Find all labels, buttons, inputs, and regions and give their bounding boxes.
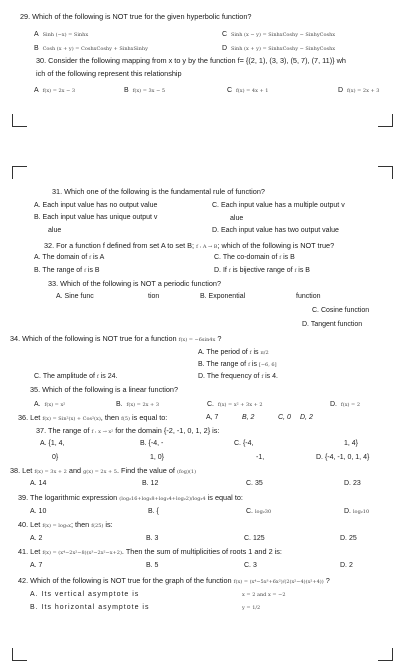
q31-option-c-cont: alue [230, 215, 244, 222]
q35-option-c[interactable]: C. f(x) = x² + 3x + 2 [207, 401, 263, 408]
q35-stem: 35. Which of the following is a linear function? [30, 385, 179, 394]
q35-option-a[interactable]: A. f(x) = x² [34, 401, 66, 408]
q37-option-b[interactable]: B. {-4, - [140, 440, 164, 447]
q33-option-b[interactable]: B. Exponential [200, 293, 246, 300]
q41-option-d[interactable]: D. 2 [340, 562, 353, 569]
q36-option-b[interactable]: B, 2 [242, 414, 255, 421]
q33-option-b-cont: function [296, 293, 321, 300]
q39-option-a[interactable]: A. 10 [30, 508, 47, 515]
q39-option-b[interactable]: B. { [148, 508, 159, 515]
q33-stem: 33. Which of the following is NOT a periodic function? [48, 279, 222, 288]
q31-option-c[interactable]: C. Each input value has a multiple output v [212, 202, 345, 209]
q36-option-a[interactable]: A, 7 [206, 414, 219, 421]
q38-option-c[interactable]: C. 35 [246, 480, 263, 487]
page-corner-mark [378, 114, 393, 127]
q30-option-b[interactable]: B f(x) = 3x − 5 [124, 87, 166, 94]
q30-stem-cont: ich of the following represent this relationship [36, 69, 182, 78]
q33-option-a-cont: tion [148, 293, 160, 300]
q32-option-b[interactable]: B. The range of f is B [34, 267, 100, 274]
q32-option-c[interactable]: C. The co-domain of f is B [214, 254, 295, 261]
q31-option-b[interactable]: B. Each input value has unique output v [34, 214, 158, 221]
q42-option-b-formula: y = 1/2 [242, 605, 261, 611]
q29-option-a[interactable]: A Sinh (−x) = Sinhx [34, 31, 89, 38]
q38-option-a[interactable]: A. 14 [30, 480, 47, 487]
q30-option-d[interactable]: D f(x) = 2x + 3 [338, 87, 380, 94]
q31-stem: 31. Which one of the following is the fundamental rule of function? [52, 187, 265, 196]
q38-option-d[interactable]: D. 23 [344, 480, 361, 487]
q34-option-a[interactable]: A. The period of f is π/2 [198, 349, 269, 356]
q30-option-a[interactable]: A f(x) = 2x − 3 [34, 87, 76, 94]
q42-option-a-formula: x = 2 and x = −2 [242, 592, 286, 598]
q36-option-d[interactable]: D, 2 [300, 414, 313, 421]
q32-option-d[interactable]: D. If f is bijective range of f is B [214, 267, 310, 274]
page-corner-mark [12, 648, 27, 661]
q37-option-a[interactable]: A. {1, 4, [40, 440, 65, 447]
q37-option-b-cont: 1, 0} [150, 454, 165, 461]
q40-option-d[interactable]: D. 25 [340, 535, 357, 542]
q35-option-b[interactable]: B. f(x) = 2x + 3 [116, 401, 160, 408]
q38-stem: 38. Let f(x) = 3x + 2 and g(x) = 2x + 5. Find the value of (fog)(1) [10, 466, 197, 475]
q36-option-c[interactable]: C, 0 [278, 414, 291, 421]
q30-option-c[interactable]: C f(x) = 4x + 1 [227, 87, 269, 94]
q41-option-b[interactable]: B. 5 [146, 562, 159, 569]
q31-option-a[interactable]: A. Each input value has no output value [34, 202, 158, 209]
page-corner-mark [12, 114, 27, 127]
q30-stem: 30. Consider the following mapping from x to y by the function f= {(2, 1), (3, 3), (5, 7), (7, 11)} wh [36, 56, 346, 65]
q39-option-d[interactable]: D. log₂10 [344, 508, 370, 515]
q29-option-c[interactable]: C Sinh (x − y) = SinhxCoshy − SinhyCoshx [222, 31, 336, 38]
q31-option-d[interactable]: D. Each input value has two output value [212, 227, 339, 234]
q42-stem: 42. Which of the following is NOT true for the graph of the function f(x) = (x⁴−5x³+6x²)/(2(x²−4)(x²+4)) ? [18, 576, 330, 585]
q38-option-b[interactable]: B. 12 [142, 480, 159, 487]
q33-option-a[interactable]: A. Sine func [56, 293, 94, 300]
q29-stem: 29. Which of the following is NOT true for the given hyperbolic function? [20, 12, 252, 21]
q35-option-d[interactable]: D. f(x) = 2 [330, 401, 361, 408]
q36-stem: 36. Let f(x) = Sin²(x) + Cos²(x), then f(5) is equal to: [18, 413, 168, 422]
q40-option-c[interactable]: C. 125 [244, 535, 265, 542]
q37-option-a-cont: 0} [52, 454, 59, 461]
q29-option-d[interactable]: D Sinh (x + y) = SinhxCoshy − SinhyCoshx [222, 45, 336, 52]
q37-option-c-cont: -1, [256, 454, 265, 461]
q37-option-c[interactable]: C. {-4, [234, 440, 254, 447]
q40-option-b[interactable]: B. 3 [146, 535, 159, 542]
q34-stem: 34. Which of the following is NOT true for a function f(x) = −6sin4x ? [10, 334, 222, 343]
q37-option-d[interactable]: D. {-4, -1, 0, 1, 4} [316, 454, 370, 461]
q34-option-d[interactable]: D. The frequency of f is 4. [198, 373, 278, 380]
q42-option-a[interactable]: A. Its vertical asymptote is [30, 591, 140, 598]
q40-option-a[interactable]: A. 2 [30, 535, 43, 542]
q42-option-b[interactable]: B. Its horizontal asymptote is [30, 604, 150, 611]
page-corner-mark [378, 648, 393, 661]
q33-option-d[interactable]: D. Tangent function [302, 321, 363, 328]
q40-stem: 40. Let f(x) = log₅x; then f(25) is: [18, 520, 113, 529]
q41-stem: 41. Let f(x) = (x⁴−2x²−8)(x³−2x²−x+2). Then the sum of multiplicities of roots 1 and 2 is: [18, 547, 282, 556]
q39-stem: 39. The logarithmic expression (log₂16+log₂8+log₂4+log₂2)/log₂4 is equal to: [18, 493, 243, 502]
q31-option-b-cont: alue [48, 227, 62, 234]
q41-option-a[interactable]: A. 7 [30, 562, 43, 569]
q37-stem: 37. The range of f : x → x² for the domain {-2, -1, 0, 1, 2} is: [36, 426, 220, 435]
q32-option-a[interactable]: A. The domain of f is A [34, 254, 105, 261]
q34-option-b[interactable]: B. The range of f is [−6, 6] [198, 361, 277, 368]
q33-option-c[interactable]: C. Cosine function [312, 307, 370, 314]
q37-option-c-cont2: 1, 4} [344, 440, 359, 447]
page-corner-mark [12, 166, 27, 179]
q32-stem: 32. For a function f defined from set A to set B; f : A → B; which of the following is NOT true? [44, 241, 335, 250]
q34-option-c[interactable]: C. The amplitude of f is 24. [34, 373, 118, 380]
q29-option-b[interactable]: B Cosh (x + y) = CoshxCoshy + SinhxSinhy [34, 45, 148, 52]
q41-option-c[interactable]: C. 3 [244, 562, 257, 569]
page-corner-mark [378, 166, 393, 179]
q39-option-c[interactable]: C. log₂30 [246, 508, 272, 515]
